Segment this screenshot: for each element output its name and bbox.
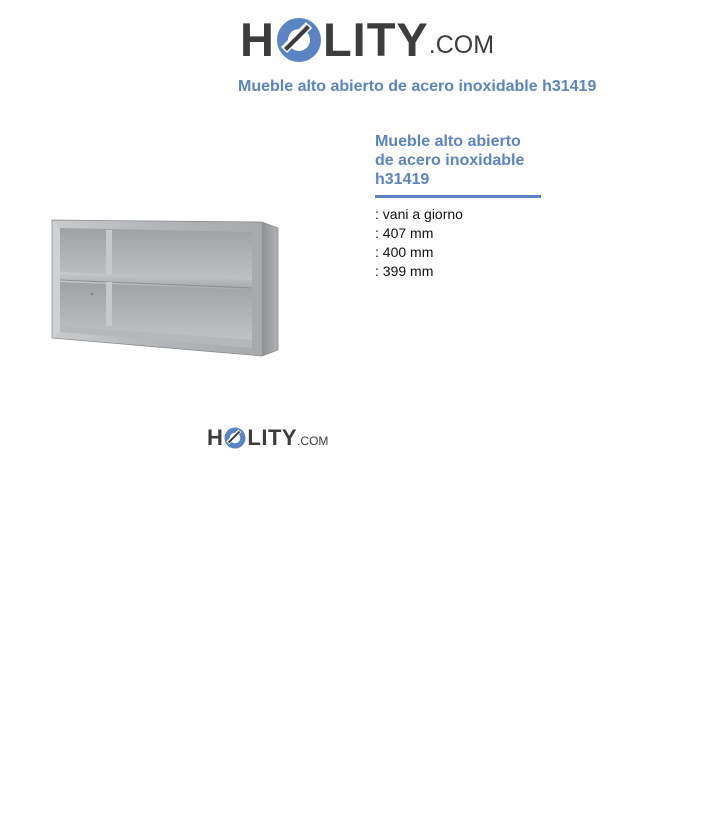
logo-text-h: H — [240, 13, 275, 66]
spec-item-2: : 400 mm — [375, 244, 434, 260]
spec-item-type: : vani a giorno — [375, 206, 463, 222]
logo-text-lity-small: LITY — [247, 425, 298, 450]
product-title: Mueble alto abierto de acero inoxidable h31419 — [375, 132, 541, 198]
power-o-icon-small — [224, 427, 246, 449]
power-o-icon — [276, 17, 322, 63]
product-image — [48, 212, 284, 360]
logo-text-h-small: H — [207, 425, 224, 450]
product-specs-list — [375, 205, 463, 281]
holity-logo-small[interactable] — [207, 424, 328, 452]
logo-text-com-small: .COM — [297, 433, 329, 448]
spec-item-1: : 407 mm — [375, 225, 434, 241]
logo-text-lity: LITY — [322, 13, 429, 66]
stainless-steel-cabinet-illustration — [48, 212, 284, 360]
logo-text-com: .COM — [428, 31, 495, 59]
holity-logo[interactable] — [240, 12, 494, 68]
page-title: Mueble alto abierto de acero inoxidable h31419 — [238, 78, 597, 95]
spec-item-3: : 399 mm — [375, 263, 434, 279]
